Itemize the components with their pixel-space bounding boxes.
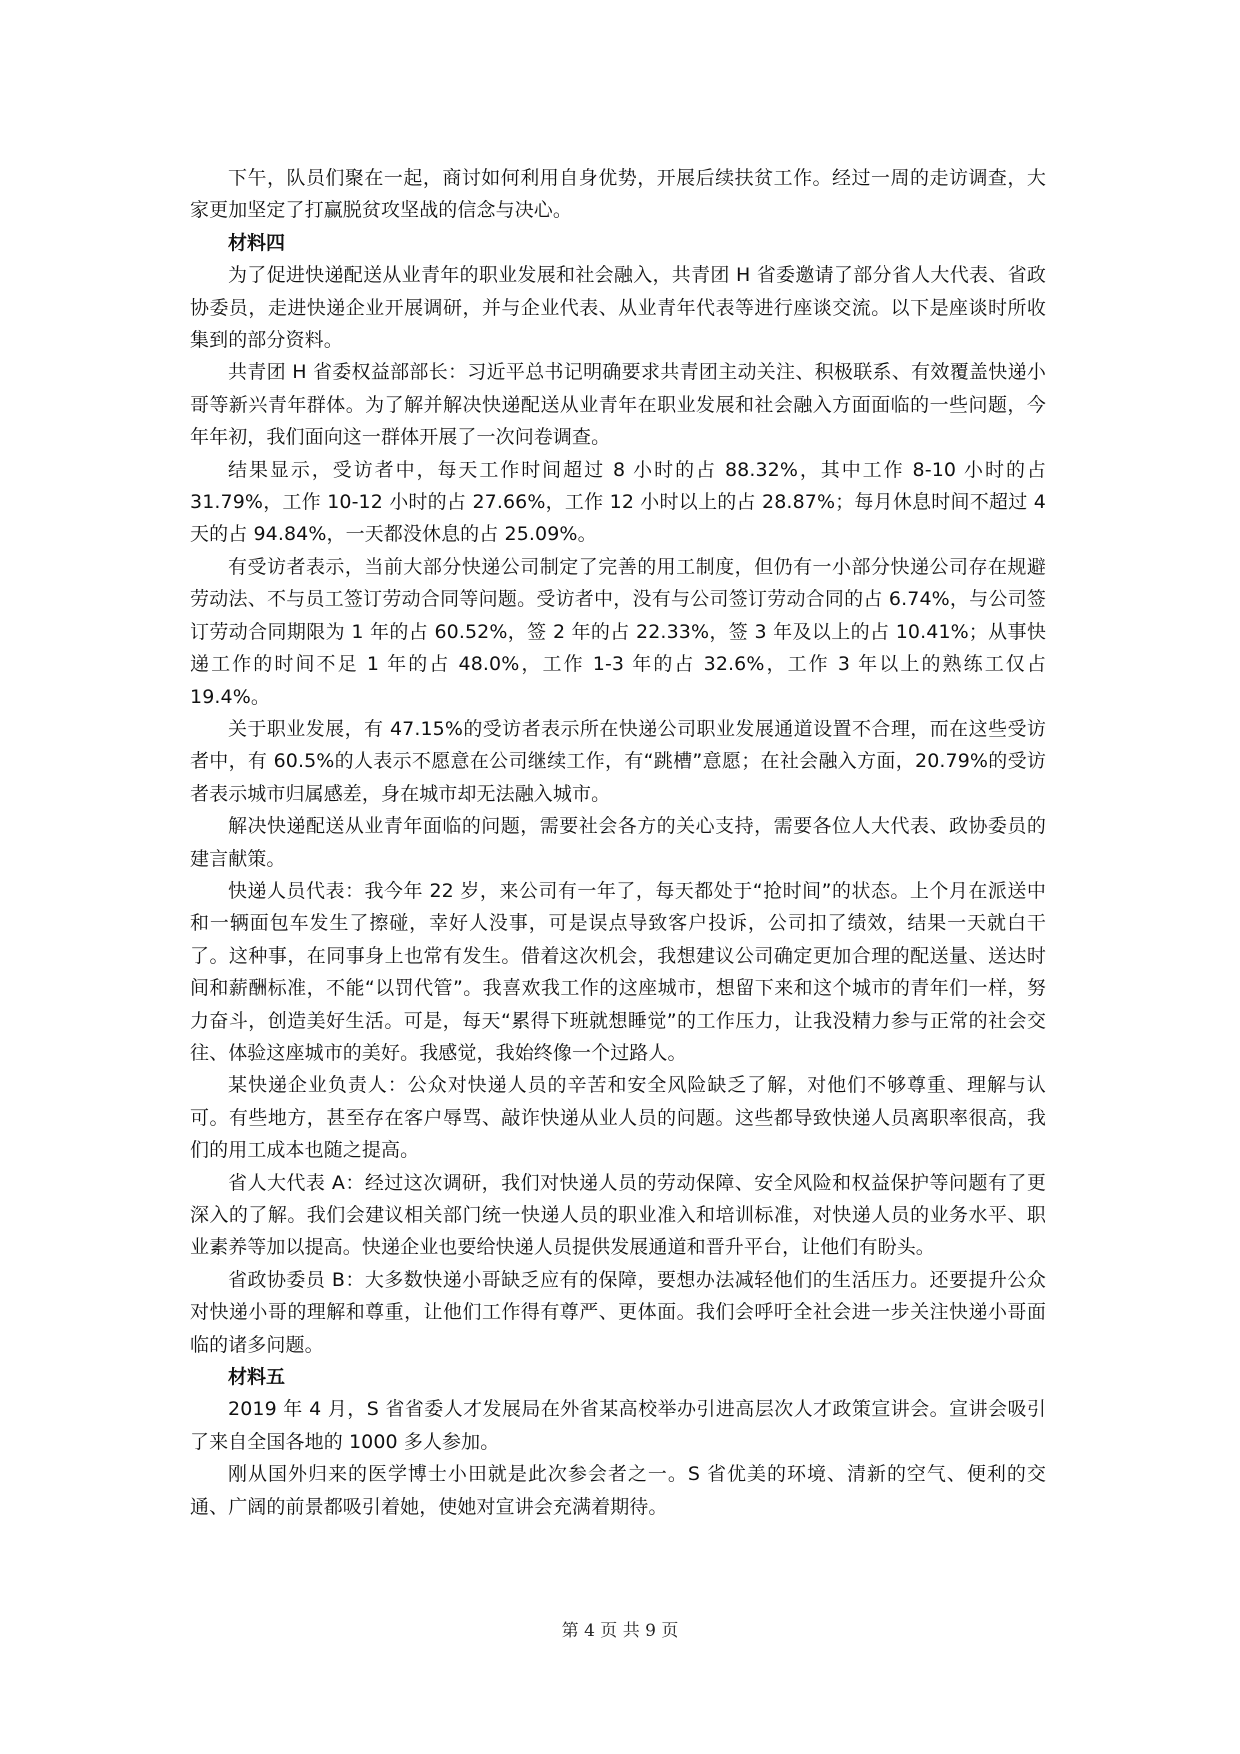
paragraph-7: 解决快递配送从业青年面临的问题，需要社会各方的关心支持，需要各位人大代表、政协委员的建言献策。: [190, 815, 1046, 870]
paragraph-13: 刚从国外归来的医学博士小田就是此次参会者之一。S 省优美的环境、清新的空气、便利的交通、广阔的前景都吸引着她，使她对宣讲会充满着期待。: [190, 1463, 1046, 1518]
heading-material-4: 材料四: [228, 231, 286, 254]
paragraph-2: 为了促进快递配送从业青年的职业发展和社会融入，共青团 H 省委邀请了部分省人大代表、省政协委员，走进快递企业开展调研，并与企业代表、从业青年代表等进行座谈交流。以下是座谈时所收集到的部分资料。: [190, 264, 1046, 352]
paragraph-11: 省政协委员 B：大多数快递小哥缺乏应有的保障，要想办法减轻他们的生活压力。还要提升公众对快递小哥的理解和尊重，让他们工作得有尊严、更体面。我们会呼吁全社会进一步关注快递小哥面临的诸多问题。: [190, 1268, 1046, 1356]
paragraph-1: 下午，队员们聚在一起，商讨如何利用自身优势，开展后续扶贫工作。经过一周的走访调查，大家更加坚定了打赢脱贫攻坚战的信念与决心。: [190, 167, 1046, 222]
paragraph-8: 快递人员代表：我今年 22 岁，来公司有一年了，每天都处于“抢时间”的状态。上个月在派送中和一辆面包车发生了擦碰，幸好人没事，可是误点导致客户投诉，公司扣了绩效，结果一天就白干了。这种事，在同事身上也常有发生。借着这次机会，我想建议公司确定更加合理的配送量、送达时间和薪酬标准，不能“以罚代管”。我喜欢我工作的这座城市，想留下来和这个城市的青年们一样，努力奋斗，创造美好生活。可是，每天“累得下班就想睡觉”的工作压力，让我没精力参与正常的社会交往、体验这座城市的美好。我感觉，我始终像一个过路人。: [190, 879, 1046, 1064]
paragraph-4: 结果显示，受访者中，每天工作时间超过 8 小时的占 88.32%，其中工作 8-10 小时的占 31.79%，工作 10-12 小时的占 27.66%，工作 12 小时以上的占 28.87%；每月休息时间不超过 4 天的占 94.84%，一天都没休息的占 25.09%。: [190, 458, 1046, 546]
paragraph-6: 关于职业发展，有 47.15%的受访者表示所在快递公司职业发展通道设置不合理，而在这些受访者中，有 60.5%的人表示不愿意在公司继续工作，有“跳槽”意愿；在社会融入方面，20.79%的受访者表示城市归属感差，身在城市却无法融入城市。: [190, 717, 1046, 805]
page-number: 第 4 页 共 9 页: [561, 1621, 679, 1641]
paragraph-5: 有受访者表示，当前大部分快递公司制定了完善的用工制度，但仍有一小部分快递公司存在规避劳动法、不与员工签订劳动合同等问题。受访者中，没有与公司签订劳动合同的占 6.74%，与公司签订劳动合同期限为 1 年的占 60.52%，签 2 年的占 22.33%，签 3 年及以上的占 10.41%；从事快递工作的时间不足 1 年的占 48.0%，工作 1-3 年的占 32.6%，工作 3 年以上的熟练工仅占 19.4%。: [190, 555, 1046, 708]
paragraph-3: 共青团 H 省委权益部部长：习近平总书记明确要求共青团主动关注、积极联系、有效覆盖快递小哥等新兴青年群体。为了解并解决快递配送从业青年在职业发展和社会融入方面面临的一些问题，今年年初，我们面向这一群体开展了一次问卷调查。: [190, 361, 1046, 449]
paragraph-10: 省人大代表 A：经过这次调研，我们对快递人员的劳动保障、安全风险和权益保护等问题有了更深入的了解。我们会建议相关部门统一快递人员的职业准入和培训标准，对快递人员的业务水平、职业素养等加以提高。快递企业也要给快递人员提供发展通道和晋升平台，让他们有盼头。: [190, 1171, 1046, 1259]
paragraph-12: 2019 年 4 月，S 省省委人才发展局在外省某高校举办引进高层次人才政策宣讲会。宣讲会吸引了来自全国各地的 1000 多人参加。: [190, 1398, 1046, 1453]
heading-material-5: 材料五: [228, 1366, 286, 1389]
paragraph-9: 某快递企业负责人：公众对快递人员的辛苦和安全风险缺乏了解，对他们不够尊重、理解与认可。有些地方，甚至存在客户辱骂、敲诈快递从业人员的问题。这些都导致快递人员离职率很高，我们的用工成本也随之提高。: [190, 1074, 1046, 1162]
document-body: [190, 162, 1046, 1523]
